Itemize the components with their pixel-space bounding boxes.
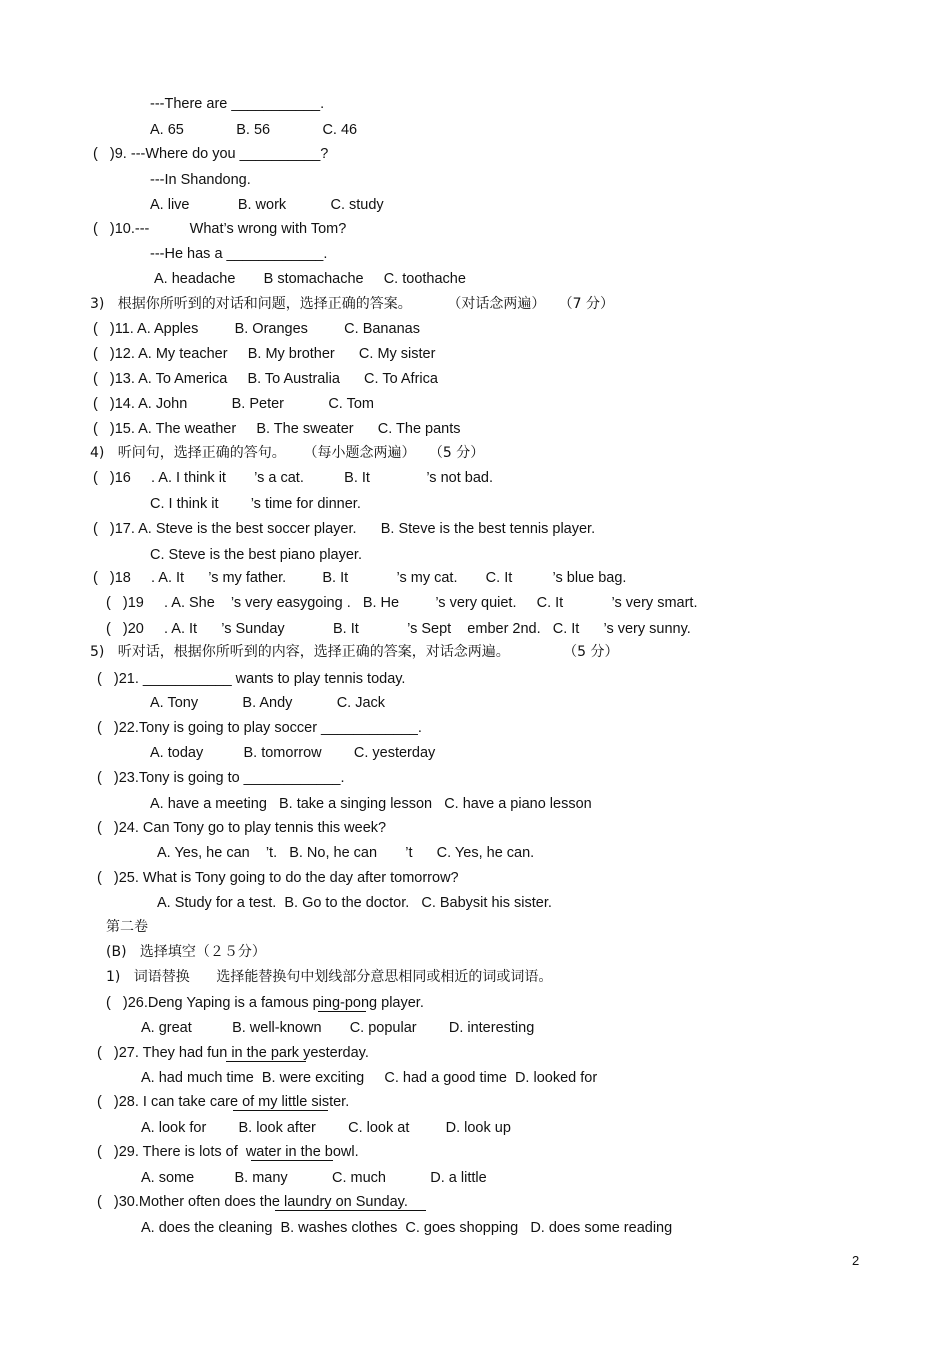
section-3-heading: 3) 根据你所听到的对话和问题，选择正确的答案。 （对话念两遍） （7 分） [90, 296, 615, 312]
line-q18: ( )18 . A. It ’s my father. B. It ’s my cat. C. It ’s blue bag. [93, 570, 627, 586]
line-q26: ( )26.Deng Yaping is a famous ping-pong player. [106, 995, 424, 1011]
section-5-heading: 5) 听对话，根据你所听到的内容，选择正确的答案，对话念两遍。 （5 分） [90, 644, 619, 660]
line-q10-answer: ---He has a ____________. [150, 246, 328, 262]
line-q25: ( )25. What is Tony going to do the day after tomorrow? [97, 870, 459, 886]
line-q28: ( )28. I can take care of my little sister. [97, 1094, 350, 1110]
line-q27-options: A. had much time B. were exciting C. had a good time D. looked for [141, 1070, 598, 1086]
underline-q26 [318, 1011, 366, 1012]
line-q16: ( )16 . A. I think it ’s a cat. B. It ’s not bad. [93, 470, 493, 486]
line-q28-options: A. look for B. look after C. look at D. look up [141, 1120, 511, 1136]
line-q30: ( )30.Mother often does the laundry on Sunday. [97, 1194, 408, 1210]
line-q11: ( )11. A. Apples B. Oranges C. Bananas [93, 321, 420, 337]
line-q21-options: A. Tony B. Andy C. Jack [150, 695, 386, 711]
section-b-heading: (B) 选择填空（２５分） [106, 944, 266, 960]
underline-q28 [233, 1110, 328, 1111]
underline-q27 [226, 1061, 306, 1062]
line-q25-options: A. Study for a test. B. Go to the doctor. C. Babysit his sister. [157, 895, 552, 911]
part-two-title: 第二卷 [106, 919, 148, 935]
line-q17: ( )17. A. Steve is the best soccer player. B. Steve is the best tennis player. [93, 521, 596, 537]
line-q17-option-c: C. Steve is the best piano player. [150, 547, 362, 563]
line-q8-answer: ---There are ___________. [150, 96, 325, 112]
line-q9-options: A. live B. work C. study [150, 197, 384, 213]
line-q15: ( )15. A. The weather B. The sweater C. The pants [93, 421, 461, 437]
line-q9-answer: ---In Shandong. [150, 172, 251, 188]
line-q22: ( )22.Tony is going to play soccer ____________. [97, 720, 422, 736]
line-q26-options: A. great B. well-known C. popular D. interesting [141, 1020, 535, 1036]
line-q14: ( )14. A. John B. Peter C. Tom [93, 396, 374, 412]
section-4-heading: 4) 听问句，选择正确的答句。 （每小题念两遍） （5 分） [90, 445, 485, 461]
page-number: 2 [852, 1253, 860, 1268]
line-q24-options: A. Yes, he can ’t. B. No, he can ’t C. Yes, he can. [157, 845, 535, 861]
line-q20: ( )20 . A. It ’s Sunday B. It ’s Sept ember 2nd. C. It ’s very sunny. [106, 621, 691, 637]
line-q13: ( )13. A. To America B. To Australia C. To Africa [93, 371, 438, 387]
line-q19: ( )19 . A. She ’s very easygoing . B. He ’s very quiet. C. It ’s very smart. [106, 595, 698, 611]
line-q24: ( )24. Can Tony go to play tennis this week? [97, 820, 387, 836]
line-q23: ( )23.Tony is going to ____________. [97, 770, 345, 786]
line-q21: ( )21. ___________ wants to play tennis today. [97, 671, 406, 687]
line-q12: ( )12. A. My teacher B. My brother C. My sister [93, 346, 436, 362]
line-q8-options: A. 65 B. 56 C. 46 [150, 122, 358, 138]
line-q10: ( )10.--- What’s wrong with Tom? [93, 221, 347, 237]
line-q10-options: A. headache B stomachache C. toothache [154, 271, 466, 287]
line-q27: ( )27. They had fun in the park yesterday. [97, 1045, 369, 1061]
line-q16-option-c: C. I think it ’s time for dinner. [150, 496, 361, 512]
line-q30-options: A. does the cleaning B. washes clothes C. goes shopping D. does some reading [141, 1220, 673, 1236]
line-q9: ( )9. ---Where do you __________? [93, 146, 329, 162]
line-q22-options: A. today B. tomorrow C. yesterday [150, 745, 436, 761]
underline-q29 [251, 1160, 333, 1161]
subsection-1-heading: 1) 词语替换 选择能替换句中划线部分意思相同或相近的词或词语。 [106, 969, 553, 985]
line-q29-options: A. some B. many C. much D. a little [141, 1170, 487, 1186]
line-q23-options: A. have a meeting B. take a singing lesson C. have a piano lesson [150, 796, 592, 812]
underline-q30 [275, 1210, 426, 1211]
line-q29: ( )29. There is lots of water in the bowl. [97, 1144, 359, 1160]
